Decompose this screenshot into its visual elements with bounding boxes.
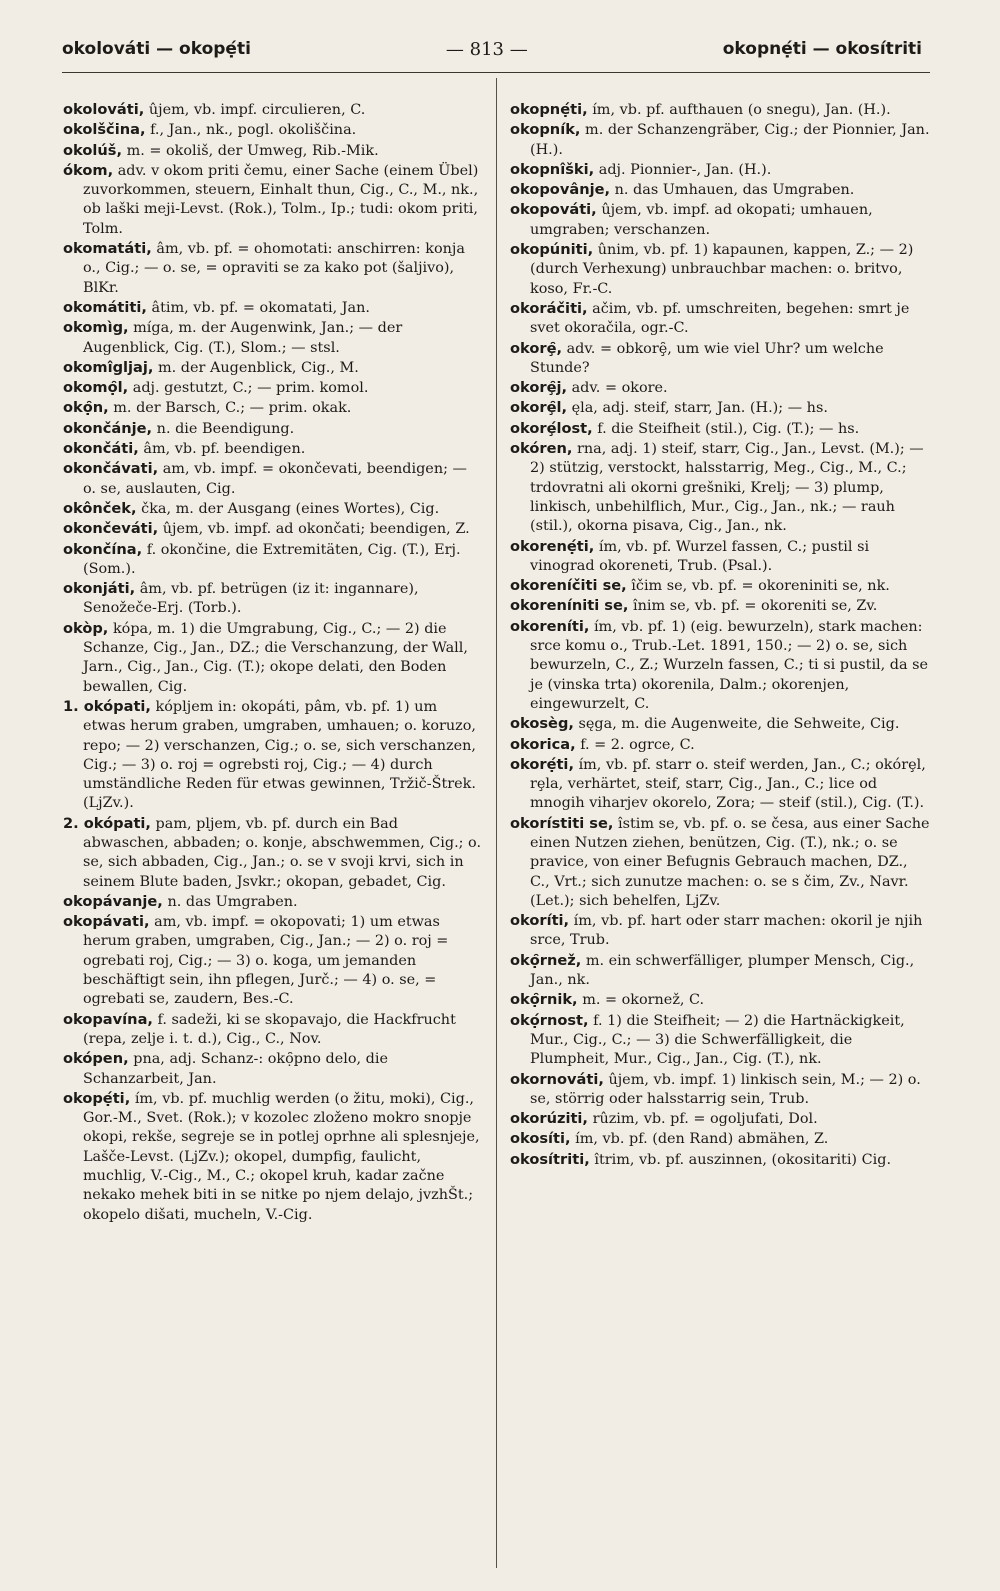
entry-definition: ûjem, vb. impf. ad okopati; umhauen, umgraben; verschanzen. (530, 202, 873, 238)
dictionary-entry (510, 240, 930, 299)
entry-definition: am, vb. impf. = okopovati; 1) um etwas herum graben, umgraben, Cig., Jan.; — 2) o. roj = ogrebati roj, Cig.; — 3) o. koga, um jemanden beschäftigt sein, ihn pflegen, Jurč.; — 4) o. se, = ogrebati se, zaudern, Bes.-C. (83, 914, 449, 1008)
dictionary-entry (63, 358, 483, 378)
entry-definition: n. die Beendigung. (156, 420, 295, 437)
dictionary-entry (510, 714, 930, 734)
entry-definition: adv. = okore. (571, 380, 668, 397)
headword: okorístiti se, (510, 814, 614, 832)
dictionary-entry (510, 120, 930, 160)
dictionary-entry (63, 120, 483, 140)
headword: okorȩ̑j, (510, 379, 568, 397)
headword: okorẹ́ti, (510, 755, 574, 773)
entry-definition: n. das Umhauen, das Umgraben. (614, 182, 855, 199)
headword: ókom, (63, 161, 114, 179)
entry-definition: ím, vb. pf. muchlig werden (o žitu, moki), Cig., Gor.-M., Svet. (Rok.); v kozolec zloženo mokro snopje okopi, rekše, segreje se in potlej oprhne ali splesnjeje, Lašče-Levst. (LjZv.); okopel, dumpfig, faulicht, muchlig, V.-Cig., M., C.; okopel kruh, kadar začne nekako mehek biti in se nitke po njem delajo, jvzhŠt.; okopelo dišati, mucheln, V.-Cig. (83, 1090, 480, 1223)
dictionary-entry (510, 378, 930, 398)
headword: okorȩ́lost, (510, 419, 593, 437)
dictionary-entry (63, 619, 483, 697)
entry-definition: f. sadeži, ki se skopavajo, die Hackfrucht (repa, zelje i. t. d.), Cig., C., Nov. (83, 1011, 456, 1047)
dictionary-entry (63, 540, 483, 580)
entry-definition: adv. = obkorȩ̑, um wie viel Uhr? um welche Stunde? (530, 340, 884, 376)
dictionary-entry (510, 1150, 930, 1170)
entry-definition: f. okončine, die Extremitäten, Cig. (T.), Erj. (Som.). (83, 541, 461, 577)
dictionary-entry (63, 499, 483, 519)
headword: okọ̑rnež, (510, 951, 582, 969)
entry-definition: adj. Pionnier-, Jan. (H.). (598, 161, 772, 178)
entry-definition: îtrim, vb. pf. auszinnen, (okositariti) Cig. (594, 1151, 892, 1168)
dictionary-entry (510, 180, 930, 200)
dictionary-entry (63, 697, 483, 814)
entry-definition: am, vb. impf. = okončevati, beendigen; — o. se, auslauten, Cig. (83, 461, 467, 497)
headword: okoreníčiti se, (510, 577, 627, 595)
entry-definition: f. die Steifheit (stil.), Cig. (T.); — hs. (597, 420, 860, 437)
headword: okomìg, (63, 319, 129, 337)
entry-definition: âm, vb. pf. = ohomotati: anschirren: konja o., Cig.; — o. se, = opraviti se za kako pot (šaljivo), BlKr. (83, 241, 465, 296)
dictionary-entry (510, 419, 930, 439)
entry-definition: rna, adj. 1) steif, starr, Cig., Jan., Levst. (M.); — 2) stützig, verstockt, halsstarrig, Meg., Cig., M., C.; trdovratni ali okorni grešniki, Krelj; — 3) plump, linkisch, unbehilflich, Mur., Cig., Jan., nk.; — rauh (stil.), okorna pisava, Cig., Jan., nk. (530, 441, 924, 535)
entry-definition: îstim se, vb. pf. o. se česa, aus einer Sache einen Nutzen ziehen, benützen, Cig. (T.), nk.; o. se pravice, von einer Befugnis Gebrauch machen, DZ., C., Vrt.; sich zunutze machen: o. se s čim, Zv., Navr. (Let.); sich behelfen, LjZv. (530, 815, 930, 909)
dictionary-entry (63, 912, 483, 1009)
entry-definition: âtim, vb. pf. = okomatati, Jan. (151, 299, 370, 316)
dictionary-entry (63, 239, 483, 298)
entry-definition: ím, vb. pf. aufthauen (o snegu), Jan. (H.). (592, 102, 891, 118)
entry-definition: adv. v okom priti čemu, einer Sache (einem Übel) zuvorkommen, steuern, Einhalt thun, Cig., C., M., nk., ob laški meji-Levst. (Rok.), Tolm., Ip.; tudi: okom priti, Tolm. (83, 162, 479, 237)
entry-definition: pam, pljem, vb. pf. durch ein Bad abwaschen, abbaden; o. konje, abschwemmen, Cig.; o. se, sich abbaden, Cig., Jan.; o. se v svoji krvi, sich in seinem Blute baden, Jsvkr.; okopan, gebadet, Cig. (83, 815, 482, 890)
headword: okorenẹ́ti, (510, 537, 595, 555)
running-head-right: okopnẹ́ti — okosítriti (722, 39, 922, 59)
dictionary-entry (510, 200, 930, 240)
headword: okončeváti, (63, 520, 159, 538)
headword: okoríti, (510, 912, 570, 930)
headword: okônček, (63, 499, 137, 517)
entry-definition: m. der Schanzengräber, Cig.; der Pionnier, Jan. (H.). (530, 122, 930, 158)
headword: okopúniti, (510, 241, 594, 259)
header-rule (62, 72, 930, 73)
dictionary-entry (510, 951, 930, 991)
dictionary-entry (510, 576, 930, 596)
entry-definition: m. der Augenblick, Cig., M. (158, 359, 359, 376)
entry-definition: ûnim, vb. pf. 1) kapaunen, kappen, Z.; — 2) (durch Verhexung) unbrauchbar machen: o. britvo, koso, Fr.-C. (530, 242, 914, 297)
dictionary-entry (63, 814, 483, 892)
headword: okọ́rnost, (510, 1011, 589, 1029)
dictionary-entry (63, 419, 483, 439)
entry-definition: âm, vb. pf. beendigen. (143, 441, 306, 458)
left-column (63, 100, 483, 1580)
dictionary-entry (63, 459, 483, 499)
headword: okopník, (510, 121, 581, 139)
entry-definition: înim se, vb. pf. = okoreniti se, Zv. (633, 598, 878, 615)
headword: okòp, (63, 619, 109, 637)
headword: okončína, (63, 540, 143, 558)
headword: okolúš, (63, 141, 122, 159)
entry-definition: adj. gestutzt, C.; — prim. komol. (132, 380, 369, 397)
dictionary-entry (63, 519, 483, 539)
headword: okopavína, (63, 1010, 153, 1028)
headword: okoreníti, (510, 617, 590, 635)
entry-definition: n. das Umgraben. (167, 893, 298, 910)
entry-definition: ím, vb. pf. Wurzel fassen, C.; pustil si vinograd okoreneti, Trub. (Psal.). (530, 538, 870, 574)
headword: okopnîški, (510, 160, 595, 178)
headword: okonjáti, (63, 580, 136, 598)
entry-definition: m. der Barsch, C.; — prim. okak. (113, 400, 352, 417)
entry-definition: sęga, m. die Augenweite, die Sehweite, Cig. (578, 716, 900, 733)
headword: okorȩ̑l, (510, 399, 568, 417)
dictionary-entry (63, 398, 483, 418)
headword: okolščina, (63, 121, 146, 139)
right-column (510, 100, 930, 1580)
headword: okoreníniti se, (510, 597, 629, 615)
running-head (62, 36, 922, 62)
headword: okopovânje, (510, 181, 611, 199)
headword: okopávati, (63, 913, 150, 931)
dictionary-entry (63, 1049, 483, 1089)
entry-definition: ím, vb. pf. (den Rand) abmähen, Z. (575, 1131, 829, 1148)
dictionary-entry (510, 1070, 930, 1110)
dictionary-entry (510, 1011, 930, 1070)
dictionary-entry (63, 1010, 483, 1050)
dictionary-entry (510, 617, 930, 714)
entry-definition: f., Jan., nk., pogl. okoliščina. (150, 122, 357, 139)
dictionary-entry (63, 1089, 483, 1225)
headword: okomọ̑l, (63, 379, 129, 397)
entry-definition: čka, m. der Ausgang (eines Wortes), Cig. (141, 500, 440, 517)
headword: okončávati, (63, 460, 159, 478)
headword: okoráčiti, (510, 299, 588, 317)
entry-definition: f. 1) die Steifheit; — 2) die Hartnäckigkeit, Mur., Cig., C.; — 3) die Schwerfälligkeit, die Plumpheit, Mur., Cig., Jan., Cig. (T.), nk. (530, 1012, 905, 1068)
entry-definition: îčim se, vb. pf. = okoreniniti se, nk. (631, 578, 890, 595)
dictionary-entry (510, 299, 930, 339)
dictionary-entry (63, 298, 483, 318)
headword: okomatáti, (63, 240, 152, 258)
dictionary-entry (510, 735, 930, 755)
headword: okorica, (510, 735, 576, 753)
dictionary-entry (510, 160, 930, 180)
entry-definition: âm, vb. pf. betrügen (iz it: ingannare), Senožeče-Erj. (Torb.). (83, 581, 419, 617)
dictionary-entry (63, 318, 483, 358)
entry-definition: ûjem, vb. impf. circulieren, C. (148, 102, 366, 118)
entry-definition: kópljem in: okopáti, pâm, vb. pf. 1) um etwas herum graben, umgraben, umhauen; o. koruzo, repo; — 2) verschanzen, Cig.; o. se, sich verschanzen, Cig.; — 3) o. roj = ogrebsti roj, Cig.; — 4) durch umständliche Reden für etwas gewinnen, Tržič-Štrek. (LjZv.). (83, 698, 477, 812)
entry-definition: ęla, adj. steif, starr, Jan. (H.); — hs. (571, 400, 828, 417)
entry-definition: ačim, vb. pf. umschreiten, begehen: smrt je svet okoračila, ogr.-C. (530, 300, 910, 337)
headword: 2. okópati, (63, 814, 151, 832)
dictionary-entry (510, 911, 930, 951)
headword: okọ̑n, (63, 399, 109, 417)
headword: okomîgljaj, (63, 358, 154, 376)
headword: okončáti, (63, 440, 139, 458)
headword: okorúziti, (510, 1110, 588, 1128)
dictionary-entry (510, 100, 930, 120)
headword: okópen, (63, 1050, 129, 1068)
headword: okornováti, (510, 1070, 604, 1088)
entry-definition: ím, vb. pf. 1) (eig. bewurzeln), stark machen: srce komu o., Trub.-Let. 1891, 150.; — 2) o. se, sich bewurzeln, C., Z.; Wurzeln fassen, C.; ti si pustil, da se je (vinska trta) okorenila, Dalm.; okorenjen, eingewurzelt, C. (530, 618, 929, 712)
headword: okóren, (510, 440, 573, 458)
dictionary-entry (510, 1109, 930, 1129)
headword: okončánje, (63, 419, 153, 437)
headword: okopováti, (510, 201, 597, 219)
dictionary-entry (63, 141, 483, 161)
headword: okopávanje, (63, 892, 163, 910)
headword: okọ̑rnik, (510, 991, 578, 1009)
dictionary-entry (63, 439, 483, 459)
headword: okosèg, (510, 715, 574, 733)
entry-definition: kópa, m. 1) die Umgrabung, Cig., C.; — 2) die Schanze, Cig., Jan., DZ.; die Verschanzung, der Wall, Jarn., Cig., Jan., Cig. (T.); okope delati, den Boden bewallen, Cig. (83, 620, 468, 695)
entry-definition: ûjem, vb. impf. 1) linkisch sein, M.; — 2) o. se, störrig oder halsstarrig sein, Trub. (530, 1071, 921, 1107)
dictionary-entry (63, 378, 483, 398)
entry-definition: rûzim, vb. pf. = ogoljufati, Dol. (592, 1111, 818, 1128)
dictionary-entry (63, 100, 483, 120)
dictionary-entry (510, 537, 930, 577)
entry-definition: pna, adj. Schanz-: okọ̑pno delo, die Schanzarbeit, Jan. (83, 1051, 388, 1087)
entry-definition: m. = okoliš, der Umweg, Rib.-Mik. (126, 142, 379, 159)
headword: okorȩ̑, (510, 339, 563, 357)
dictionary-entry (510, 1129, 930, 1149)
dictionary-entry (510, 339, 930, 379)
running-head-left: okolováti — okopẹ́ti (62, 39, 251, 59)
page-number: — 813 — (445, 38, 528, 60)
dictionary-entry (63, 161, 483, 239)
dictionary-entry (510, 755, 930, 814)
dictionary-entry (63, 892, 483, 912)
headword: okosíti, (510, 1130, 571, 1148)
entry-definition: ím, vb. pf. starr o. steif werden, Jan., C.; okórȩl, rȩla, verhärtet, steif, starr, Cig., Jan., C.; lice od mnogih viharjev okorelo, Zora; — steif (stil.), Cig. (T.). (530, 756, 926, 812)
headword: okomátiti, (63, 298, 147, 316)
entry-definition: m. ein schwerfälliger, plumper Mensch, Cig., Jan., nk. (530, 952, 915, 989)
dictionary-entry (510, 814, 930, 911)
dictionary-entry (63, 579, 483, 619)
headword: okopnẹ́ti, (510, 101, 588, 118)
dictionary-entry (510, 398, 930, 418)
entry-definition: míga, m. der Augenwink, Jan.; — der Augenblick, Cig. (T.), Slom.; — stsl. (83, 320, 403, 356)
headword: okopẹ́ti, (63, 1089, 131, 1107)
entry-definition: f. = 2. ogrce, C. (580, 736, 695, 753)
entry-definition: ím, vb. pf. hart oder starr machen: okoril je njih srce, Trub. (530, 913, 923, 949)
dictionary-entry (510, 439, 930, 536)
headword: okolováti, (63, 101, 145, 118)
column-divider (496, 78, 497, 1568)
entry-definition: ûjem, vb. impf. ad okončati; beendigen, Z. (162, 521, 470, 538)
entry-definition: m. = okornež, C. (582, 992, 705, 1009)
headword: 1. okópati, (63, 697, 151, 715)
headword: okosítriti, (510, 1150, 590, 1168)
dictionary-entry (510, 990, 930, 1010)
dictionary-entry (510, 596, 930, 616)
